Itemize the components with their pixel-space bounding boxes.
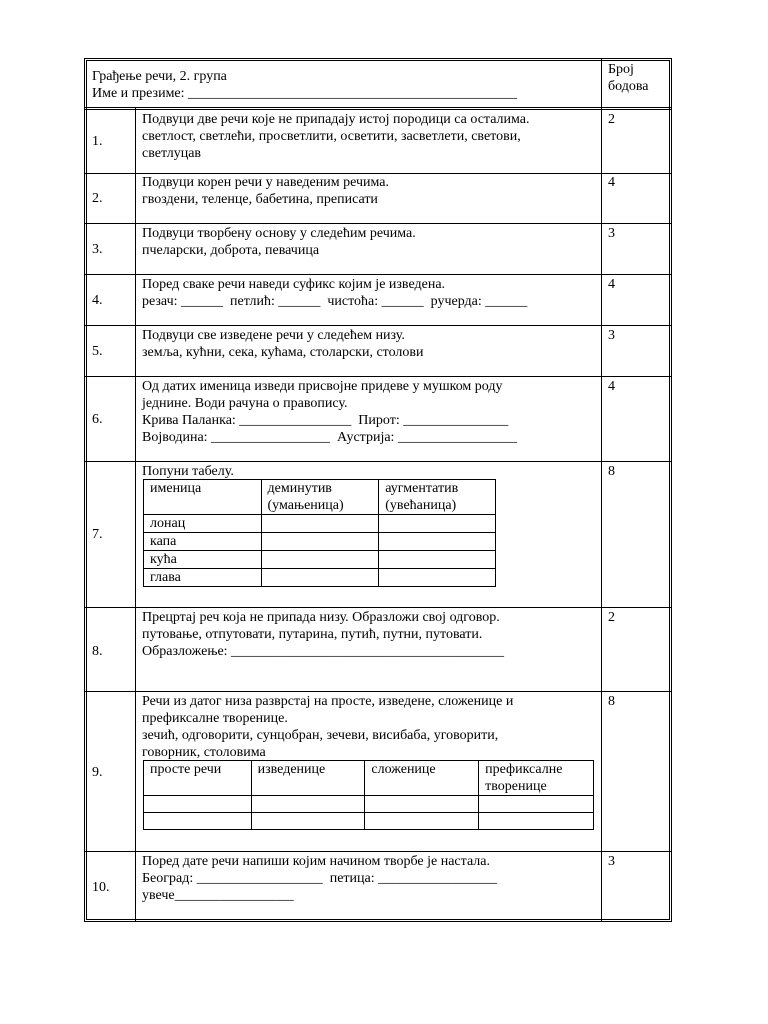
task-text: говорник, столовима <box>142 745 266 760</box>
points-header-line-1: Број <box>608 62 634 77</box>
table-row <box>144 569 496 587</box>
answer-cell[interactable] <box>479 796 594 813</box>
task-text: светлуцав <box>142 146 202 161</box>
answer-cell[interactable] <box>144 796 252 813</box>
table-row <box>144 796 594 813</box>
task-text: зечић, одговорити, сунцобран, зечеви, висибаба, уговорити, <box>142 728 499 743</box>
row-divider <box>84 851 672 852</box>
task-points: 4 <box>608 175 615 190</box>
answer-cell[interactable] <box>144 813 252 830</box>
task-text: земља, кућни, сека, кућама, столарски, столови <box>142 345 424 360</box>
answer-cell[interactable] <box>251 813 365 830</box>
answer-cell[interactable] <box>261 551 379 569</box>
answer-cell[interactable] <box>365 796 479 813</box>
word-classification-table <box>143 760 594 830</box>
task-points: 4 <box>608 277 615 292</box>
answer-cell[interactable] <box>261 533 379 551</box>
answer-cell[interactable] <box>479 813 594 830</box>
header-separator <box>84 107 672 110</box>
task-instruction: Попуни табелу. <box>142 464 234 479</box>
adjective-answer-fields[interactable]: Крива Паланка: ________________ Пирот: _______________ <box>142 413 509 428</box>
adjective-answer-fields[interactable]: Војводина: _________________ Аустрија: _________________ <box>142 430 517 445</box>
task-number: 7. <box>92 527 103 542</box>
row-divider <box>84 325 672 326</box>
task-instruction: Поред дате речи напиши којим начином творбе је настала. <box>142 854 490 869</box>
diminutive-augmentative-table <box>143 479 496 587</box>
task-number: 2. <box>92 191 103 206</box>
task-instruction: Подвуци творбену основу у следећим речима. <box>142 226 416 241</box>
word-formation-answer-fields[interactable]: увече_________________ <box>142 888 294 903</box>
column-header: аугментатив (увећаница) <box>379 480 496 515</box>
task-instruction: префиксалне творенице. <box>142 711 288 726</box>
explanation-field[interactable]: Образложење: _______________________________________ <box>142 644 505 659</box>
task-instruction: Од датих именица изведи присвојне придеве у мушком роду <box>142 379 503 394</box>
task-number: 5. <box>92 344 103 359</box>
points-column-divider <box>601 58 602 922</box>
row-divider <box>84 461 672 462</box>
column-header: сложенице <box>365 761 479 796</box>
task-points: 3 <box>608 226 615 241</box>
answer-cell[interactable] <box>251 796 365 813</box>
task-instruction: Подвуци корен речи у наведеним речима. <box>142 175 389 190</box>
answer-cell[interactable] <box>261 515 379 533</box>
column-header: изведенице <box>251 761 365 796</box>
column-header: префиксалне творенице <box>479 761 594 796</box>
task-points: 2 <box>608 610 615 625</box>
suffix-answer-fields[interactable]: резач: ______ петлић: ______ чистоћа: ______ ручерда: ______ <box>142 294 528 309</box>
student-name-field[interactable]: Име и презиме: _______________________________________________ <box>92 86 518 101</box>
task-number: 8. <box>92 644 103 659</box>
task-number: 1. <box>92 134 103 149</box>
task-number: 6. <box>92 412 103 427</box>
task-points: 3 <box>608 854 615 869</box>
points-header-line-2: бодова <box>608 79 649 94</box>
number-column-divider <box>135 108 136 922</box>
column-header: деминутив (умањеница) <box>261 480 379 515</box>
answer-cell[interactable] <box>379 533 496 551</box>
answer-cell[interactable] <box>379 515 496 533</box>
task-text: светлост, светлећи, просветлити, осветити, засветлети, светови, <box>142 129 521 144</box>
answer-cell[interactable] <box>379 551 496 569</box>
worksheet-title: Грађење речи, 2. група <box>92 69 227 84</box>
answer-cell[interactable] <box>261 569 379 587</box>
task-instruction: Речи из датог низа разврстај на просте, изведене, сложенице и <box>142 694 514 709</box>
row-divider <box>84 376 672 377</box>
task-number: 9. <box>92 765 103 780</box>
task-points: 8 <box>608 464 615 479</box>
task-number: 4. <box>92 293 103 308</box>
task-instruction: Прецртај реч која не припада низу. Образложи свој одговор. <box>142 610 500 625</box>
table-row <box>144 515 496 533</box>
table-row <box>144 551 496 569</box>
word-formation-answer-fields[interactable]: Београд: __________________ петица: _________________ <box>142 871 498 886</box>
task-points: 4 <box>608 379 615 394</box>
task-text: пчеларски, доброта, певачица <box>142 243 320 258</box>
row-divider <box>84 274 672 275</box>
task-points: 3 <box>608 328 615 343</box>
task-points: 2 <box>608 112 615 127</box>
answer-cell[interactable] <box>379 569 496 587</box>
row-divider <box>84 607 672 608</box>
task-instruction: Подвуци све изведене речи у следећем низу. <box>142 328 405 343</box>
task-number: 10. <box>92 880 110 895</box>
task-number: 3. <box>92 242 103 257</box>
task-points: 8 <box>608 694 615 709</box>
answer-cell[interactable] <box>365 813 479 830</box>
noun-cell: капа <box>144 533 262 551</box>
row-divider <box>84 223 672 224</box>
table-header-row <box>144 480 496 515</box>
table-header-row <box>144 761 594 796</box>
task-instruction: једнине. Води рачуна о правопису. <box>142 396 348 411</box>
table-row <box>144 533 496 551</box>
table-row <box>144 813 594 830</box>
noun-cell: кућа <box>144 551 262 569</box>
task-text: путовање, отпутовати, путарина, путић, путни, путовати. <box>142 627 483 642</box>
task-instruction: Поред сваке речи наведи суфикс којим је изведена. <box>142 277 446 292</box>
noun-cell: глава <box>144 569 262 587</box>
noun-cell: лонац <box>144 515 262 533</box>
column-header: именица <box>144 480 262 515</box>
task-instruction: Подвуци две речи које не припадају истој породици са осталима. <box>142 112 530 127</box>
column-header: просте речи <box>144 761 252 796</box>
row-divider <box>84 691 672 692</box>
task-text: гвоздени, теленце, бабетина, преписати <box>142 192 378 207</box>
